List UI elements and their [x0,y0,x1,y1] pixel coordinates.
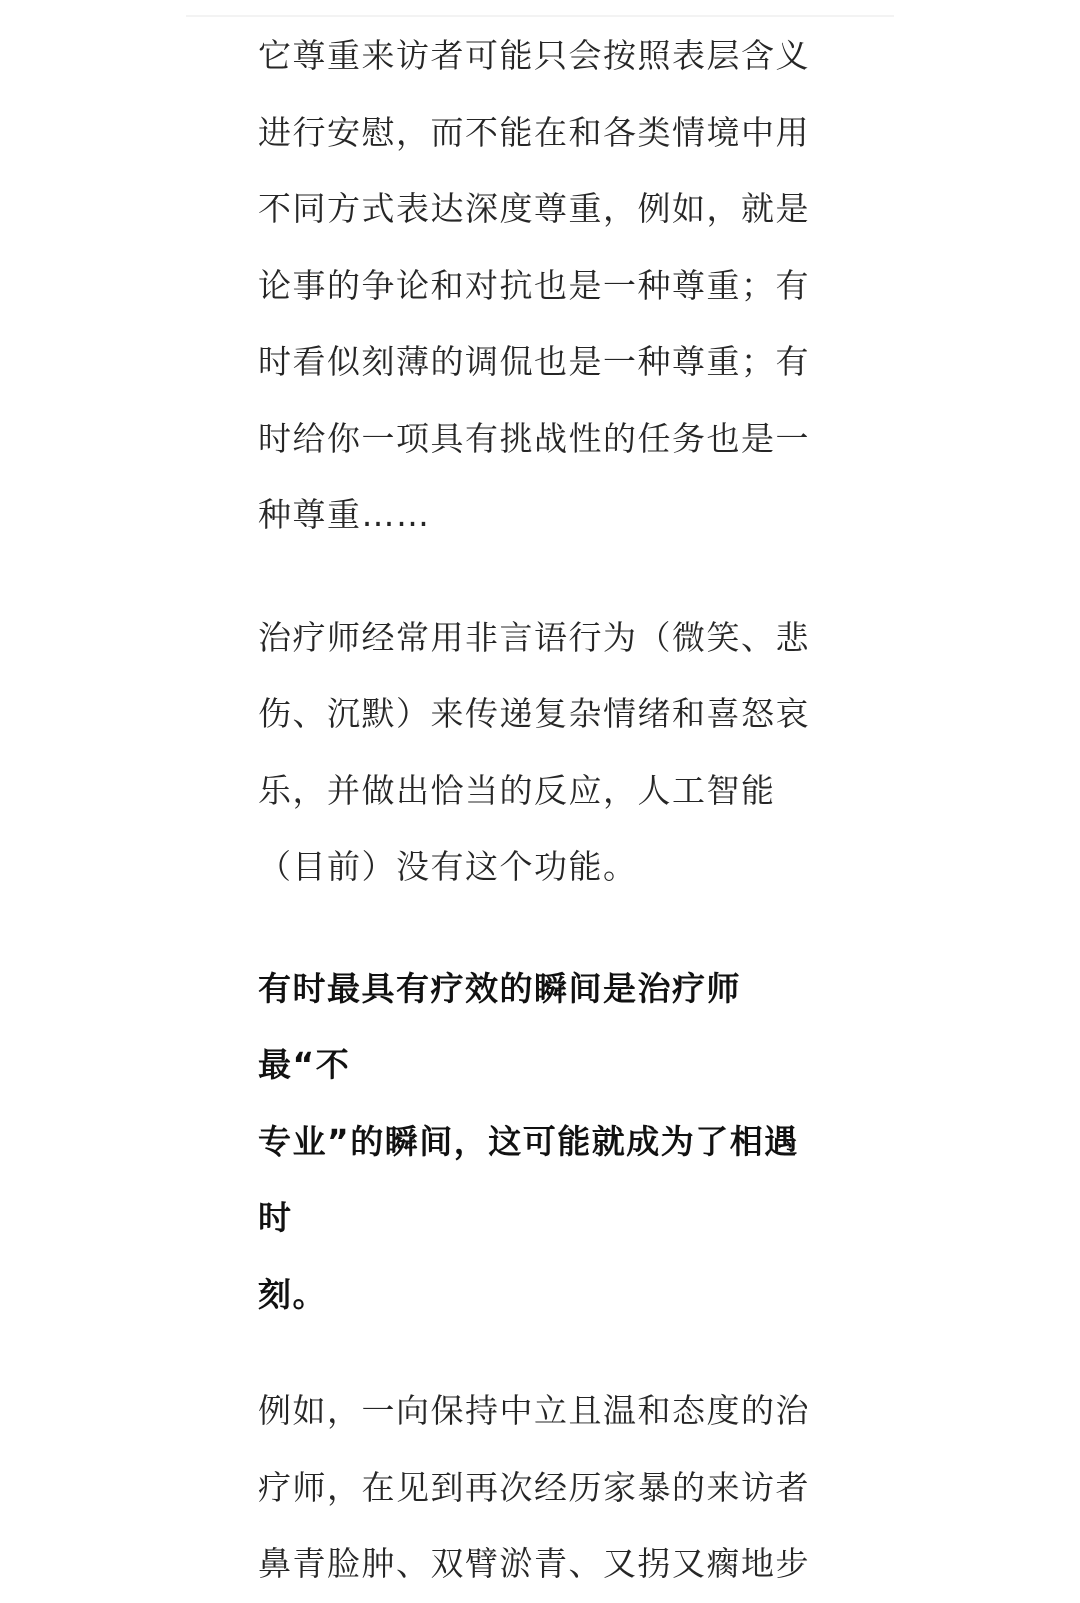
top-divider [186,15,894,17]
paragraph-example: 例如，一向保持中立且温和态度的治 疗师，在见到再次经历家暴的来访者 鼻青脸肿、双臂淤青、又拐又瘸地步 [258,1391,810,1583]
article-body [258,18,824,1603]
paragraph-nonverbal: 治疗师经常用非言语行为（微笑、悲 伤、沉默）来传递复杂情绪和喜怒哀 乐，并做出恰当的反应，人工智能 （目前）没有这个功能。 [258,617,810,886]
paragraph-respect: 它尊重来访者可能只会按照表层含义 进行安慰，而不能在和各类情境中用 不同方式表达深度尊重，例如，就是 论事的争论和对抗也是一种尊重；有 时看似刻薄的调侃也是一种尊重；有 时给你一项具有挑战性的任务也是一 种尊重…… [258,36,810,534]
paragraph-highlight: 有时最具有疗效的瞬间是治疗师最“不 专业”的瞬间，这可能就成为了相遇时 刻。 [258,968,799,1314]
